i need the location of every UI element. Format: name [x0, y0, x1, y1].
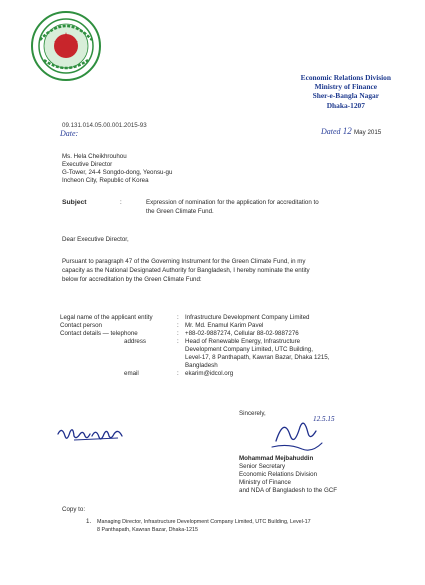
- subject-colon: :: [120, 199, 122, 206]
- closing: Sincerely,: [239, 410, 266, 417]
- dated-block: [321, 126, 381, 137]
- row-value-line: Head of Renewable Energy, Infrastructure: [185, 338, 301, 345]
- recipient-block: [62, 153, 172, 185]
- date-label: Date:: [60, 129, 79, 138]
- row-label: Contact person: [60, 322, 102, 329]
- body-paragraph: [62, 257, 310, 285]
- body-line: capacity as the National Designated Authority for Bangladesh, I hereby nominate the entity: [62, 267, 310, 275]
- row-label: Legal name of the applicant entity: [60, 314, 153, 321]
- reference-number: 09.131.014.05.00.001.2015-93: [62, 122, 147, 129]
- row-label: Contact details — telephone: [60, 330, 138, 337]
- row-colon: :: [177, 330, 179, 337]
- dated-month-year: May 2015: [354, 129, 382, 136]
- signer-line: and NDA of Bangladesh to the GCF: [239, 487, 338, 494]
- entity-details-table: [60, 314, 390, 378]
- body-line: Pursuant to paragraph 47 of the Governing Instrument for the Green Climate Fund, in my: [62, 258, 306, 265]
- row-value: Mr. Md. Enamul Karim Pavel: [185, 322, 264, 329]
- row-value: ekarim@idcol.org: [185, 370, 234, 377]
- recipient-line: Incheon City, Republic of Korea: [62, 177, 149, 184]
- dated-label: Dated: [321, 127, 341, 136]
- subject-label: Subject: [62, 199, 87, 206]
- row-value: [185, 338, 329, 370]
- recipient-line: Ms. Hela Cheikhrouhou: [62, 153, 127, 160]
- row-colon: :: [177, 314, 179, 321]
- signer-block: [239, 455, 337, 495]
- table-row: [60, 338, 390, 370]
- table-row: [60, 322, 390, 330]
- copy-to-line: 8 Panthapath, Kawran Bazar, Dhaka-1215: [97, 527, 198, 533]
- subject-text: [146, 198, 319, 216]
- row-value-line: Bangladesh: [185, 362, 218, 369]
- row-colon: :: [177, 338, 179, 345]
- government-seal: [30, 10, 102, 82]
- recipient-line: Executive Director: [62, 161, 113, 168]
- recipient-line: G-Tower, 24-4 Songdo-dong, Yeonsu-gu: [62, 169, 173, 176]
- subject-line: Expression of nomination for the application for accreditation to: [146, 199, 319, 206]
- dated-day: 12: [342, 126, 352, 136]
- signer-line: Ministry of Finance: [239, 479, 291, 486]
- copy-to-label: Copy to:: [62, 506, 86, 513]
- office-line: Dhaka-1207: [326, 100, 365, 110]
- row-value: +88-02-9887274, Cellular 88-02-9887276: [185, 330, 299, 337]
- office-line: Sher-e-Bangla Nagar: [312, 91, 380, 101]
- table-row: [60, 370, 390, 378]
- row-label: address: [124, 338, 147, 345]
- row-value-line: Development Company Limited, UTC Building,: [185, 346, 313, 353]
- copy-to-item: [97, 518, 311, 534]
- copy-to-line: Managing Director, Infrastructure Development Company Limited, UTC Building, Level-17: [97, 519, 311, 525]
- signer-line: Economic Relations Division: [239, 471, 318, 478]
- row-colon: :: [177, 370, 179, 377]
- row-colon: :: [177, 322, 179, 329]
- salutation: Dear Executive Director,: [62, 236, 129, 243]
- office-line: Economic Relations Division: [300, 73, 391, 82]
- office-line: Ministry of Finance: [314, 82, 378, 92]
- row-value-line: Level-17, 8 Panthapath, Kawran Bazar, Dhaka 1215,: [185, 354, 330, 361]
- office-address-block: [301, 73, 391, 110]
- handwritten-signature-left: [56, 424, 126, 448]
- table-row: [60, 314, 390, 322]
- subject-line: the Green Climate Fund.: [146, 208, 214, 215]
- signer-name: Mohammad Mejbahuddin: [239, 455, 314, 462]
- row-label: email: [124, 370, 139, 377]
- copy-to-item-number: 1.: [86, 518, 92, 525]
- signature-date: 12.5.15: [313, 415, 335, 423]
- table-row: [60, 330, 390, 338]
- row-value: Infrastructure Development Company Limited: [185, 314, 310, 321]
- body-line: below for accreditation by the Green Climate Fund:: [62, 276, 202, 284]
- signer-line: Senior Secretary: [239, 463, 286, 470]
